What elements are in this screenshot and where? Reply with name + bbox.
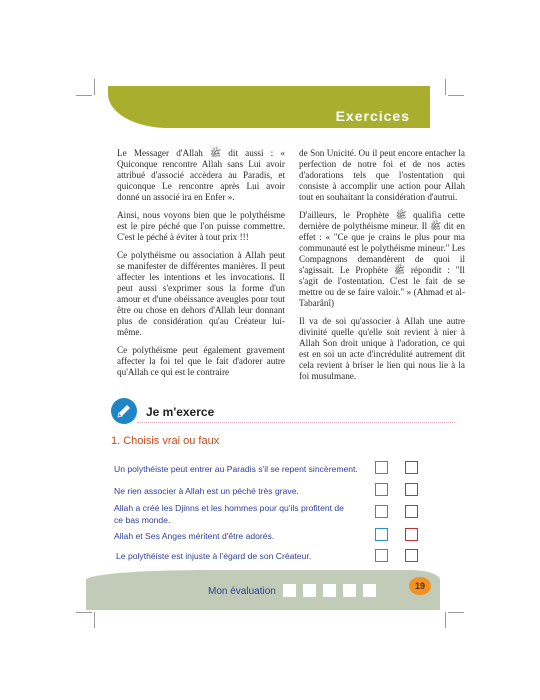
true-checkbox[interactable] — [375, 483, 388, 496]
paragraph: Le Messager d'Allah ﷺ dit aussi : « Quiconque rencontre Allah sans Lui avoir attribué d'associé accèdera au Paradis, et quiconque Le rencontre après Lui avoir donné un associé ira en Enfer ». — [117, 148, 285, 202]
paragraph: Ainsi, nous voyons bien que le polythéisme est le pire péché que l'on puisse commettre. C'est le péché à éviter à tout prix !!! — [117, 210, 285, 242]
paragraph: de Son Unicité. Ou il peut encore entacher la perfection de notre foi et de nos actes d'adorations tels que l'ostentation qui consiste à accomplir une action pour Allah tout en souhaitant la considération d'autrui. — [299, 148, 465, 202]
false-checkbox[interactable] — [405, 505, 418, 518]
false-checkbox[interactable] — [405, 461, 418, 474]
true-checkbox[interactable] — [375, 528, 388, 541]
crop-mark — [94, 612, 95, 628]
paragraph: Ce polythéisme peut également gravement affecter la foi tel que le fait d'adorer autre qu'Allah ce qui est le contraire — [117, 345, 285, 377]
page-number-badge: 19 — [409, 577, 431, 595]
divider — [137, 422, 455, 423]
paragraph: Ce polythéisme ou association à Allah peut se manifester de différentes manières. Il peut affecter les intentions et les invocations. Il peut aussi s'exprimer sous la forme d'un amour et d'une obéissance aveugles pour tout être ou chose en dehors d'Allah leur donnant plus de considération qu'au Créateur lui-même. — [117, 250, 285, 337]
crop-mark — [76, 612, 92, 613]
false-checkbox[interactable] — [405, 549, 418, 562]
evaluation-box[interactable] — [283, 584, 296, 597]
statement: Ne rien associer à Allah est un péché très grave. — [114, 486, 299, 496]
false-checkbox[interactable] — [405, 528, 418, 541]
paragraph: Il va de soi qu'associer à Allah une autre divinité quelle qu'elle soit revient à nier à Allah Son droit unique à l'adoration, ce qui est en soi un acte d'incrédulité autrement dit cela revient à briser le lien qui nous lie à la foi musulmane. — [299, 316, 465, 381]
text-column-left — [117, 148, 285, 385]
crop-mark — [445, 612, 446, 628]
crop-mark — [94, 79, 95, 95]
crop-mark — [445, 79, 446, 95]
paragraph: D'ailleurs, le Prophète ﷺ qualifia cette dernière de polythéisme mineur. Il ﷺ dit en effet : « "Ce que je crains le plus pour ma communauté est le polythéisme mineur." Les Compagnons demandèrent de quoi il s'agissait. Le Prophète ﷺ répondit : "Il s'agit de l'ostentation. C'est le fait de se mettre ou de se faire valoir." » (Ahmad et al-Tabarânî) — [299, 210, 466, 308]
crop-mark — [76, 95, 92, 96]
true-checkbox[interactable] — [375, 549, 388, 562]
evaluation-box[interactable] — [303, 584, 316, 597]
question-title: 1. Choisis vrai ou faux — [111, 435, 220, 447]
false-checkbox[interactable] — [405, 483, 418, 496]
statement: Allah a créé les Djinns et les hommes pour qu'ils profitent de ce bas monde. — [114, 503, 344, 525]
true-checkbox[interactable] — [375, 505, 388, 518]
page-title: Exercices — [335, 108, 410, 124]
text-column-right — [299, 148, 465, 389]
statement: Le polythéiste est injuste à l'égard de son Créateur. — [116, 551, 312, 561]
crop-mark — [448, 612, 464, 613]
crop-mark — [448, 95, 464, 96]
exercise-heading: Je m'exerce — [146, 405, 215, 419]
true-checkbox[interactable] — [375, 461, 388, 474]
evaluation-label: Mon évaluation — [208, 586, 276, 597]
evaluation-box[interactable] — [363, 584, 376, 597]
statement: Un polythéiste peut entrer au Paradis s'il se repent sincèrement. — [114, 464, 358, 474]
pencil-icon — [111, 398, 137, 424]
evaluation-box[interactable] — [343, 584, 356, 597]
statement: Allah et Ses Anges méritent d'être adorés. — [114, 531, 275, 541]
evaluation-box[interactable] — [323, 584, 336, 597]
